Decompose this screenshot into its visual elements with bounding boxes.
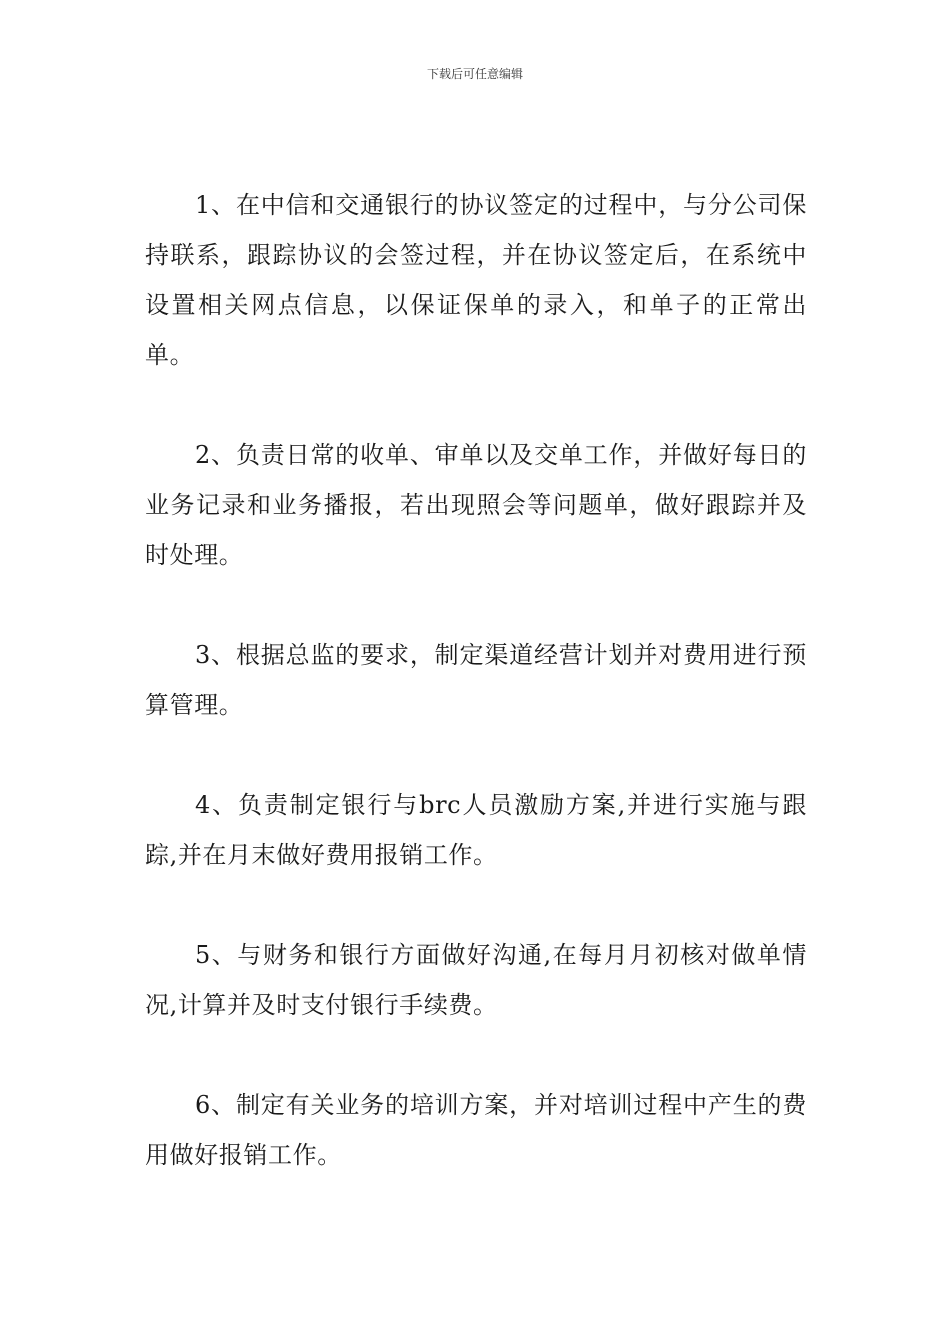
paragraph-item-2: 2、负责日常的收单、审单以及交单工作，并做好每日的业务记录和业务播报，若出现照会等问题单，做好跟踪并及时处理。 xyxy=(145,441,807,569)
paragraph-item-6: 6、制定有关业务的培训方案，并对培训过程中产生的费用做好报销工作。 xyxy=(145,1091,807,1169)
paragraph-item-4: 4、负责制定银行与brc人员激励方案,并进行实施与跟踪,并在月末做好费用报销工作。 xyxy=(145,791,807,869)
paragraph-item-1: 1、在中信和交通银行的协议签定的过程中，与分公司保持联系，跟踪协议的会签过程，并在协议签定后，在系统中设置相关网点信息，以保证保单的录入，和单子的正常出单。 xyxy=(145,191,807,369)
paragraph-item-3: 3、根据总监的要求，制定渠道经营计划并对费用进行预算管理。 xyxy=(145,641,807,719)
document-body xyxy=(145,180,807,1230)
paragraph-item-5: 5、与财务和银行方面做好沟通,在每月月初核对做单情况,计算并及时支付银行手续费。 xyxy=(145,941,807,1019)
page-header-note: 下载后可任意编辑 xyxy=(426,67,523,81)
